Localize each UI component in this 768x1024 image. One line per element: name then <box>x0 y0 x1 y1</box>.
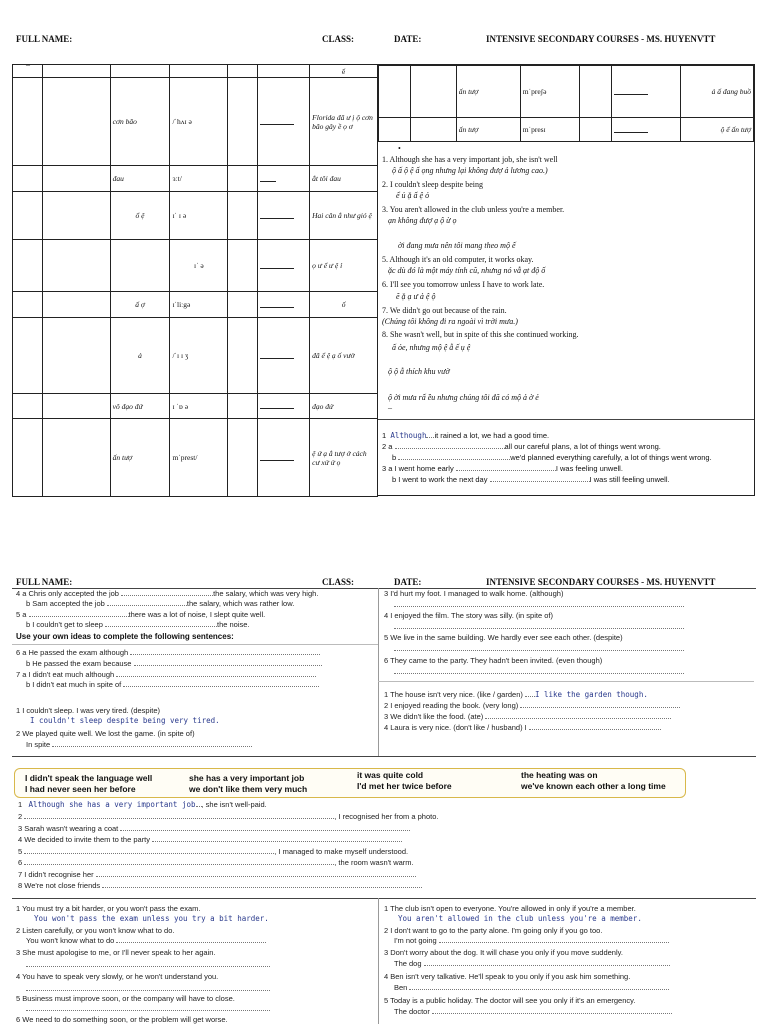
answer-dots[interactable] <box>24 812 334 819</box>
answer-dots[interactable] <box>152 835 402 842</box>
exercise-line: 1 I couldn't sleep. I was very tired. (despite) <box>16 706 160 715</box>
answer-dots[interactable] <box>102 881 422 888</box>
exercise-line: I'm not going <box>394 936 669 946</box>
translate-line: (Chúng tôi không đi ra ngoài vì trời mưa.) <box>382 317 518 326</box>
ex1-line: b I went to work the next day I was still feeling unwell. <box>392 475 670 484</box>
translate-line: ể ủ ặ ấ ệ ỏ <box>396 191 430 200</box>
exercise-line: 6 a He passed the exam although <box>16 648 320 658</box>
exercise-line: b Sam accepted the job the salary, which was rather low. <box>26 599 295 608</box>
vocab-vn <box>110 65 170 78</box>
exercise-line: b I didn't eat much in spite of <box>26 680 319 690</box>
exercise-line: 4 a Chris only accepted the job the salary, which was very high. <box>16 589 319 598</box>
translate-line: 5. Although it's an old computer, it works okay. <box>382 255 534 264</box>
exercise-line: 1 The club isn't open to everyone. You're allowed in only if you're a member. <box>384 904 636 913</box>
vocab-note: ắt tôi đau <box>310 166 378 192</box>
exercise-line: 2 Listen carefully, or you won't know what to do. <box>16 926 175 935</box>
phrase-option: we don't like them very much <box>189 784 308 794</box>
translate-line: 2. I couldn't sleep despite being <box>382 180 483 189</box>
answer-blank[interactable] <box>260 261 294 269</box>
exercise-line: 7 I didn't recognise her <box>18 870 416 880</box>
vocab-note: Florida đã ư ị ộ cơn bão gây ề ọ ơ <box>310 78 378 166</box>
vocab-ipa: ɪˈliːgə <box>170 292 228 318</box>
section-instruction: Use your own ideas to complete the following sentences: <box>16 632 234 641</box>
exercise-line: 4 I enjoyed the film. The story was silly. (in spite of) <box>384 611 553 620</box>
vocab-note: ố <box>310 292 378 318</box>
vocab-vn: cơn bão <box>110 78 170 166</box>
translate-line: ời đang mưa nên tôi mang theo mộ ế <box>398 241 516 250</box>
answer-dots[interactable] <box>394 644 684 651</box>
translate-line: ộ ời mưa rấ ều nhưng chúng tôi đã có mộ ả ờ ẻ <box>388 393 539 402</box>
answer-dots[interactable] <box>24 847 274 854</box>
exercise-line: 3 She must apologise to me, or I'll never speak to her again. <box>16 948 216 957</box>
class-label: CLASS: <box>322 34 355 44</box>
exercise-line: b He passed the exam because <box>26 659 322 669</box>
phrase-option: I didn't speak the language well <box>25 773 153 783</box>
translate-line: 8. She wasn't well, but in spite of this she continued working. <box>382 330 579 339</box>
answer-dots[interactable] <box>394 622 684 629</box>
exercise-line: 7 a I didn't eat much although <box>16 670 316 680</box>
exercise-line: The doctor <box>394 1007 672 1017</box>
vocab-sheet <box>12 62 755 496</box>
divider <box>12 644 378 645</box>
vocab-ipa: mˈpreʃə <box>520 66 579 118</box>
ex1-line: 2 a all our careful plans, a lot of things went wrong. <box>382 442 661 451</box>
course-title: INTENSIVE SECONDARY COURSES - MS. HUYENVTT <box>486 34 716 44</box>
exercise-line: 2 We played quite well. We lost the game. (in spite of) <box>16 729 195 738</box>
vocab-vn: đau <box>110 166 170 192</box>
handwritten-answer: Although <box>390 431 427 440</box>
answer-dots[interactable] <box>485 712 671 719</box>
date-label: DATE: <box>394 577 422 587</box>
phrase-option: the heating was on <box>521 770 598 780</box>
exercise-line: The dog <box>394 959 670 969</box>
phrase-option: we've known each other a long time <box>521 781 666 791</box>
unless-left <box>16 904 376 1024</box>
answer-dots[interactable] <box>409 983 669 990</box>
translate-line: 7. We didn't go out because of the rain. <box>382 306 507 315</box>
vocab-vn: ấ ợ <box>110 292 170 318</box>
exercise-line: 3 Don't worry about the dog. It will chase you only if you move suddenly. <box>384 948 623 957</box>
answer-dots[interactable] <box>439 936 669 943</box>
vocab-ipa: mˈprest/ <box>170 419 228 497</box>
exercise-line: 1 You must try a bit harder, or you won't pass the exam. <box>16 904 201 913</box>
ex1-line: 1 Although it rained a lot, we had a good time. <box>382 431 550 440</box>
vocab-note: Hai cân ắ như gió ệ <box>310 192 378 240</box>
divider <box>378 681 754 682</box>
answer-blank[interactable] <box>614 125 648 133</box>
vocab-note: đạo đứ <box>310 394 378 419</box>
answer-dots[interactable] <box>398 453 510 460</box>
unless-right <box>384 904 754 1024</box>
phrase-exercise <box>18 800 438 892</box>
handwritten-answer: I couldn't sleep despite being very tired. <box>30 716 220 725</box>
translate-line: 6. I'll see you tomorrow unless I have to work late. <box>382 280 545 289</box>
divider <box>12 756 756 757</box>
answer-dots[interactable] <box>26 984 270 991</box>
exercise-line: 2 I enjoyed reading the book. (very long) <box>384 701 680 711</box>
divider <box>12 898 756 899</box>
translate-line: ấ ỏe, nhưng mộ ệ ẫ ế ụ ệ <box>392 343 471 352</box>
answer-dots[interactable] <box>116 670 316 677</box>
answer-dots[interactable] <box>52 740 252 747</box>
vocab-ipa: ɪ ˈɒ ə <box>170 394 228 419</box>
answer-dots[interactable] <box>121 589 213 596</box>
handwritten-answer: You aren't allowed in the club unless you're a member. <box>398 914 642 923</box>
answer-blank[interactable] <box>260 211 294 219</box>
exercise-line: 6 They came to the party. They hadn't been invited. (even though) <box>384 656 603 665</box>
handwritten-answer: I like the garden though. <box>534 690 648 699</box>
vocab-ipa: /ˈhʌɪ ə <box>170 78 228 166</box>
vocab-ipa: ɪˈ ɪ ə <box>170 192 228 240</box>
exercise-line: 3 Sarah wasn't wearing a coat <box>18 824 410 834</box>
column-divider <box>378 898 379 1024</box>
exercise-line: Ben <box>394 983 669 993</box>
translate-line: ặc dù đó là một máy tính cũ, nhưng nó vẫ ạt độ ố <box>388 266 546 275</box>
answer-dots[interactable] <box>394 600 684 607</box>
vocab-table-right <box>378 65 754 142</box>
vocab-note: ọ ư ể ư ệ ỉ <box>310 240 378 292</box>
handwritten-answer: You won't pass the exam unless you try a bit harder. <box>34 914 269 923</box>
exercise-line: 5 , I managed to make myself understood. <box>18 847 409 856</box>
exercise-line: 6 , the room wasn't warm. <box>18 858 414 867</box>
full-name-label: FULL NAME: <box>16 34 73 44</box>
translate-line: ạn không đượ ạ ộ ừ ọ <box>388 216 457 225</box>
translate-line: ộ ấ ộ ệ ấ ọng nhưng lại không đượ ả lương cao.) <box>392 166 548 175</box>
exercise-line: 4 You have to speak very slowly, or he won't understand you. <box>16 972 219 981</box>
answer-dots[interactable] <box>529 723 661 730</box>
exercise-line: 4 We decided to invite them to the party <box>18 835 402 845</box>
dash-mark: – <box>388 403 392 412</box>
exercise-line: 4 Ben isn't very talkative. He'll speak to you only if you ask him something. <box>384 972 631 981</box>
answer-blank[interactable] <box>260 174 276 182</box>
phrase-option: she has a very important job <box>189 773 305 783</box>
answer-blank[interactable] <box>614 87 648 95</box>
answer-blank[interactable] <box>260 401 294 409</box>
translate-line: ẽ ặ ạ ư ả ệ ộ <box>396 292 436 301</box>
answer-dots[interactable] <box>490 475 590 482</box>
exercise-line: You won't know what to do <box>26 936 266 946</box>
vocab-note: ệ ứ ạ ắ tượ ở cách cư xử ử ọ <box>310 419 378 497</box>
column-divider <box>378 588 379 756</box>
answer-dots[interactable] <box>130 648 320 655</box>
phrase-option: I had never seen her before <box>25 784 136 794</box>
answer-dots[interactable] <box>520 701 680 708</box>
answer-dots[interactable] <box>456 464 556 471</box>
answer-blank[interactable] <box>260 117 294 125</box>
bullet-dot: • <box>398 144 401 153</box>
vocab-note: đã ể ệ ạ ố vườ <box>310 318 378 394</box>
exercise-line: 5 a there was a lot of noise, I slept quite well. <box>16 610 266 619</box>
vocab-vn: vô đạo đứ <box>110 394 170 419</box>
handwritten-answer: Although she has a very important job <box>28 800 196 809</box>
answer-blank[interactable] <box>260 300 294 308</box>
phrase-box <box>14 768 686 798</box>
vocab-vn: ổ ệ <box>110 192 170 240</box>
right-panel <box>378 64 755 496</box>
answer-dots[interactable] <box>394 667 684 674</box>
exercise-line: In spite <box>26 740 252 750</box>
ex1-line: b we'd planned everything carefully, a lot of things went wrong. <box>392 453 712 462</box>
translate-line: 3. You aren't allowed in the club unless you're a member. <box>382 205 565 214</box>
course-title: INTENSIVE SECONDARY COURSES - MS. HUYENVTT <box>486 577 716 587</box>
vocab-table-left <box>12 64 378 497</box>
exercise-line: 1 Although she has a very important job , she isn't well-paid. <box>18 800 267 809</box>
exercise-line: b I couldn't get to sleep the noise. <box>26 620 250 629</box>
exercise-line: 5 Today is a public holiday. The doctor will see you only if it's an emergency. <box>384 996 636 1005</box>
exercise-line: 3 We didn't like the food. (ate) <box>384 712 671 722</box>
exercise-line: 3 I'd hurt my foot. I managed to walk home. (although) <box>384 589 564 598</box>
answer-dots[interactable] <box>26 1004 270 1011</box>
vocab-ipa: /ˈɪ ɪ ʒ <box>170 318 228 394</box>
vocab-vn: ấn tượ <box>110 419 170 497</box>
exercise-line: 4 Laura is very nice. (don't like / husband) I <box>384 723 661 733</box>
answer-dots[interactable] <box>24 858 334 865</box>
dash-mark: – <box>26 60 30 69</box>
ex1-line: 3 a I went home early I was feeling unwell. <box>382 464 623 473</box>
answer-dots[interactable] <box>395 442 505 449</box>
vocab-ipa <box>170 65 228 78</box>
translate-line: ộ ộ ẫ thích khu vườ <box>388 367 450 376</box>
date-label: DATE: <box>394 34 422 44</box>
exercise-line: 1 The house isn't very nice. (like / garden) I like the garden though. <box>384 690 648 699</box>
vocab-ipa: ɜːt/ <box>170 166 228 192</box>
vocab-vn <box>110 240 170 292</box>
answer-dots[interactable] <box>116 936 266 943</box>
full-name-label: FULL NAME: <box>16 577 73 587</box>
answer-blank[interactable] <box>260 351 294 359</box>
answer-dots[interactable] <box>424 959 670 966</box>
vocab-ipa: mˈpresɪ <box>520 118 579 142</box>
answer-dots[interactable] <box>120 824 410 831</box>
vocab-vn: ấn tượ <box>456 118 520 142</box>
class-label: CLASS: <box>322 577 355 587</box>
answer-blank[interactable] <box>260 453 294 461</box>
phrase-option: I'd met her twice before <box>357 781 452 791</box>
exercise-line: 2 I don't want to go to the party alone. I'm going only if you go too. <box>384 926 603 935</box>
answer-dots[interactable] <box>123 680 319 687</box>
vocab-vn: ả <box>110 318 170 394</box>
answer-dots[interactable] <box>96 870 416 877</box>
answer-dots[interactable] <box>26 960 270 967</box>
answer-dots[interactable] <box>107 599 187 606</box>
page1-header <box>16 34 746 46</box>
translate-line: 1. Although she has a very important job, she isn't well <box>382 155 558 164</box>
vocab-note: ả ấ đang buồ <box>680 66 753 118</box>
phrase-option: it was quite cold <box>357 770 424 780</box>
vocab-ipa: ɪˈ ə <box>170 240 228 292</box>
answer-dots[interactable] <box>134 659 322 666</box>
vocab-note: ộ ể ấn tượ <box>680 118 753 142</box>
answer-dots[interactable] <box>29 610 129 617</box>
exercise-line: 5 We live in the same building. We hardly ever see each other. (despite) <box>384 633 623 642</box>
exercise-line: 2 , I recognised her from a photo. <box>18 812 439 821</box>
exercise-right-block <box>384 589 754 757</box>
exercise-line: 6 We need to do something soon, or the problem will get worse. <box>16 1015 228 1024</box>
exercise-line: 8 We're not close friends <box>18 881 422 891</box>
exercise-left-block <box>16 589 376 757</box>
exercise-line: 5 Business must improve soon, or the company will have to close. <box>16 994 235 1003</box>
answer-dots[interactable] <box>432 1007 672 1014</box>
vocab-vn: ấn tượ <box>456 66 520 118</box>
divider <box>378 419 754 420</box>
vocab-note: ế <box>310 65 378 78</box>
answer-dots[interactable] <box>105 620 217 627</box>
